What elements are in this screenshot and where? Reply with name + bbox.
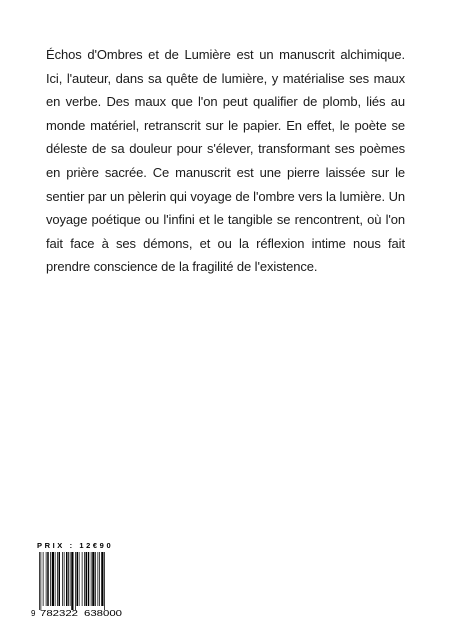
barcode-bar <box>84 552 85 606</box>
barcode-bar <box>64 552 65 606</box>
barcode-bar <box>43 552 44 606</box>
barcode-bar <box>70 552 71 606</box>
barcode-bar <box>68 552 69 606</box>
barcode-first-digit: 9 <box>31 609 36 618</box>
barcode-bar <box>47 552 49 606</box>
barcode-bar <box>55 552 56 606</box>
barcode-bar <box>46 552 47 606</box>
barcode-bar <box>95 552 96 606</box>
barcode-bar <box>59 552 61 606</box>
barcode-bar <box>91 552 92 606</box>
barcode-bar <box>92 552 94 606</box>
barcode-bar <box>41 552 42 610</box>
barcode-bar <box>75 552 76 610</box>
barcode-bar <box>101 552 103 606</box>
barcode-bar <box>66 552 68 606</box>
barcode-bar <box>50 552 51 606</box>
barcode-bar <box>82 552 83 606</box>
barcode-right-digits: 638000 <box>84 609 123 618</box>
isbn-barcode <box>30 550 130 618</box>
barcode-graphic <box>30 550 130 618</box>
barcode-bar <box>98 552 99 606</box>
barcode-bar <box>79 552 80 606</box>
barcode-left-digits: 782322 <box>40 609 79 618</box>
barcode-bar <box>77 552 79 606</box>
back-cover-blurb: Échos d'Ombres et de Lumière est un manuscrit alchimique. Ici, l'auteur, dans sa quête de lumière, y matérialise ses maux en verbe. Des maux que l'on peut qualifier de plomb, liés au monde matériel, retranscrit sur le papier. En effet, le poète se déleste de sa douleur pour s'élever, transformant ses poèmes en prière sacrée. Ce manuscrit est une pierre laissée sur le sentier par un pèlerin qui voyage de l'ombre vers la lumière. Un voyage poétique ou l'infini et le tangible se rencontrent, où l'on fait face à ses démons, et ou la réflexion intime nous fait prendre conscience de la fragilité de l'existence. <box>46 47 405 275</box>
barcode-bar <box>88 552 90 606</box>
barcode-bar <box>86 552 88 606</box>
barcode-bar <box>52 552 54 606</box>
price-label: PRIX : 12€90 <box>37 541 114 550</box>
barcode-bar <box>57 552 58 606</box>
barcode-bar <box>104 552 105 610</box>
barcode-bar <box>99 552 100 606</box>
barcode-bar <box>62 552 63 606</box>
barcode-bar <box>39 552 40 610</box>
barcode-bar <box>71 552 73 610</box>
